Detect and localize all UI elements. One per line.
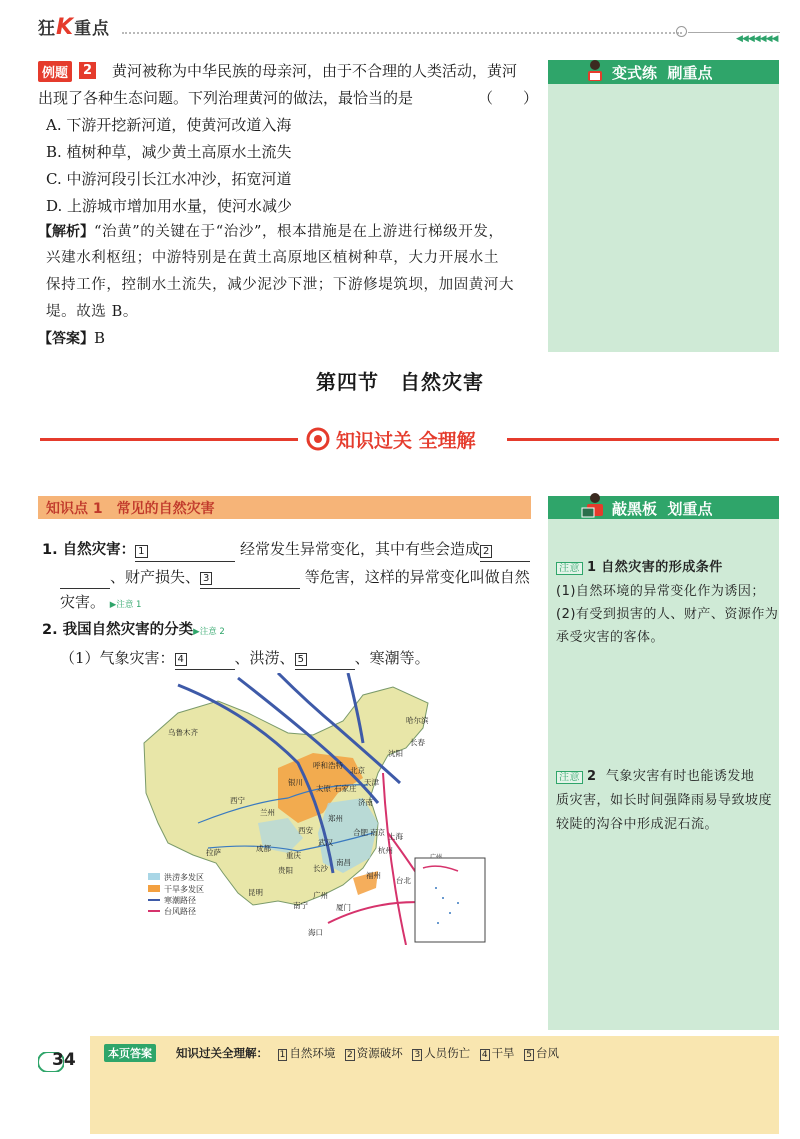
answer-bracket: （ ） [478,89,539,107]
map-city-label: 郑州 [328,814,343,823]
map-city-label: 石家庄 [334,784,357,793]
header-ring-icon [676,26,687,37]
map-city-label: 长沙 [313,864,328,873]
blank-4[interactable]: 4 [175,651,235,670]
map-city-label: 昆明 [248,888,263,897]
section-title: 第四节 自然灾害 [316,370,484,394]
note-1-line-3: 承受灾害的客体。 [556,630,665,645]
map-city-label: 厦门 [336,903,351,912]
question-line-2: 出现了各种生态问题。下列治理黄河的做法，最恰当的是 [38,89,414,107]
analysis-line-1: 【解析】“治黄”的关键在于“治沙”，根本措施是在上游进行梯级开发， [38,224,504,240]
map-city-label: 成都 [256,844,271,853]
blackboard-panel-title: 敲黑板 划重点 [612,500,713,518]
map-city-label: 乌鲁木齐 [168,728,198,737]
swirl-icon [305,427,331,451]
question-line-1: 黄河被称为中华民族的母亲河，由于不合理的人类活动，黄河 [112,62,518,80]
q1-line-1: 1. 自然灾害： 1 经常发生异常变化，其中有些会造成 2 [42,537,530,562]
map-city-label: 杭州 [378,846,393,855]
map-city-label: 西安 [298,826,313,835]
map-city-label: 哈尔滨 [406,716,429,725]
map-city-label: 合肥 [353,828,368,837]
map-city-label: 呼和浩特 [313,761,343,770]
map-city-label: 西宁 [230,796,245,805]
page-answers-tag: 本页答案 [104,1044,156,1062]
header-line [688,32,780,33]
option-b: B. 植树种草，减少黄土高原水土流失 [46,143,292,161]
answer-line: 【答案】B [38,329,106,347]
map-city-label: 武汉 [318,838,333,847]
knowledge-point-title: 知识点 1 常见的自然灾害 [46,501,215,517]
analysis-line-3: 保持工作，控制水土流失，减少泥沙下泄；下游修堤筑坝，加固黄河大 [46,277,515,293]
map-city-label: 兰州 [260,808,275,817]
map-city-label: 南京 [370,828,385,837]
map-city-label: 重庆 [286,851,301,860]
note-1-line-1: (1)自然环境的异常变化作为诱因； [556,584,765,599]
legend-typhoon: 台风路径 [164,907,196,916]
blank-2-cont[interactable] [60,570,110,589]
map-city-label: 太原 [316,784,331,793]
header-dotted-line [122,32,682,34]
note-2-line-1: 注意 2 气象灾害有时也能诱发地 [556,765,754,789]
map-city-label: 拉萨 [206,848,221,857]
blank-2[interactable]: 2 [480,543,530,562]
map-city-label: 广州 [313,891,328,900]
q2-sub-1: （1）气象灾害： 4 、洪涝、 5 、寒潮等。 [60,646,430,670]
option-d: D. 上游城市增加用水量，使河水减少 [46,197,293,215]
map-city-label: 贵阳 [278,866,293,875]
analysis-line-2: 兴建水利枢纽；中游特别是在黄土高原地区植树种草，大力开展水土 [46,250,499,266]
option-c: C. 中游河段引长江水冲沙，拓宽河道 [46,170,292,188]
map-city-label: 福州 [366,871,381,880]
china-disaster-map [138,673,488,945]
q1-line-3: 灾害。 ▶注意 1 [60,593,142,611]
book-logo: 狂K重点 [38,15,111,40]
map-city-label: 沈阳 [388,749,403,758]
teacher-icon [580,490,610,520]
analysis-line-4: 堤。故选 B。 [46,304,138,320]
blank-3[interactable]: 3 [200,570,300,589]
banner-rule-right [507,438,779,441]
note-2-line-2: 质灾害，如长时间强降雨易导致坡度 [556,793,773,808]
example-tag: 例题 [38,61,72,82]
q1-line-2: 、财产损失、 3 等危害，这样的异常变化叫做自然 [60,565,530,589]
header-arrows-icon: ◀◀◀◀◀◀◀ [736,34,778,44]
q2-heading: 2. 我国自然灾害的分类▶注意 2 [42,622,225,638]
section-banner: 知识过关 全理解 [336,430,476,452]
blank-1[interactable]: 1 [135,543,235,562]
map-city-label: 上海 [388,832,403,841]
example-number: 2 [78,61,97,80]
map-city-label: 北京 [350,766,365,775]
note-2-line-3: 较陡的沟谷中形成泥石流。 [556,817,719,832]
variant-panel-title: 变式练 刷重点 [612,64,713,82]
option-a: A. 下游开挖新河道，使黄河改道入海 [46,116,292,134]
legend-drought: 干旱多发区 [164,885,204,894]
map-city-label: 银川 [288,778,303,787]
map-city-label: 台北 [396,876,411,885]
note-1-heading: 注意 1 自然灾害的形成条件 [556,556,723,580]
variant-practice-panel [548,60,779,352]
blank-5[interactable]: 5 [295,651,355,670]
banner-rule-left [40,438,298,441]
map-city-label: 天津 [364,778,379,787]
map-city-label: 海口 [308,928,323,937]
legend-cold-wave: 寒潮路径 [164,896,196,905]
map-city-label: 南昌 [336,858,351,867]
map-city-label: 长春 [410,738,425,747]
legend-flood: 洪涝多发区 [164,873,204,882]
page-number: 34 [52,1050,76,1070]
note-1-line-2: (2)有受到损害的人、财产、资源作为 [556,607,779,622]
map-city-label: 南宁 [293,901,308,910]
page-answers: 知识过关全理解： 1 自然环境 2 资源破坏 3 人员伤亡 4 干旱 5 台风 [176,1046,559,1060]
student-icon [584,58,606,84]
map-city-label: 济南 [358,798,373,807]
